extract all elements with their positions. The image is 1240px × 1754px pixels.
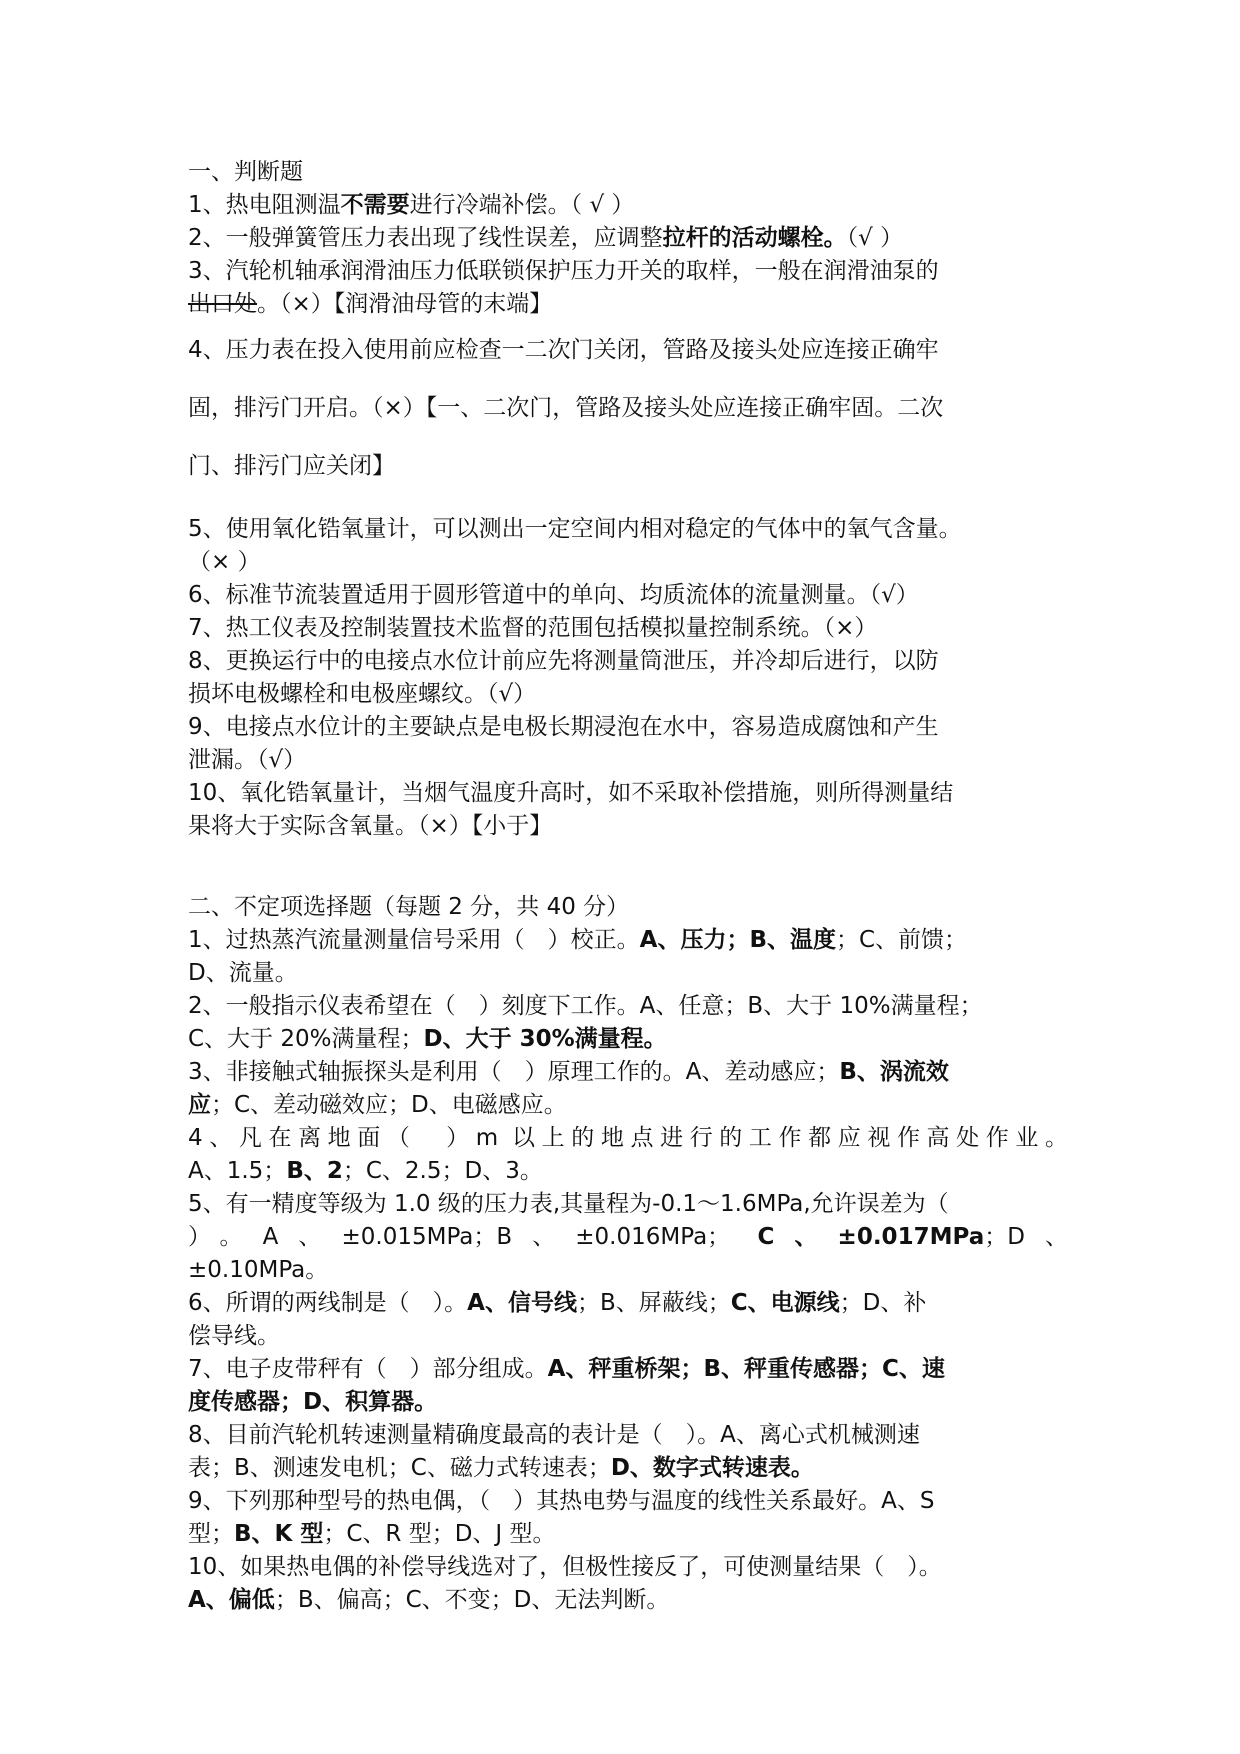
s2-q2-line1: 2、一般指示仪表希望在（ ）刻度下工作。A、任意；B、大于 10%满量程； <box>188 993 983 1019</box>
s2-q7-line1: 7、电子皮带秤有（ ）部分组成。A、秤重桥架；B、秤重传感器；C、速 <box>188 1356 945 1382</box>
s2-q7-line2: 度传感器；D、积算器。 <box>188 1389 438 1415</box>
s1-q10-line2: 果将大于实际含氧量。（×）【小于】 <box>188 813 553 839</box>
s2-q4-line2: A、1.5；B、2；C、2.5；D、3。 <box>188 1158 543 1184</box>
s2-q4-line1: 4、凡在离地面（ ）m 以上的地点进行的工作都应视作高处作业。 <box>188 1125 1068 1151</box>
s1-q1: 1、热电阻测温不需要进行冷端补偿。（ √ ） <box>188 192 635 218</box>
s2-q10-line1: 10、如果热电偶的补偿导线选对了，但极性接反了，可使测量结果（ ）。 <box>188 1554 942 1580</box>
s2-q5-line3: ±0.10MPa。 <box>188 1257 329 1283</box>
s2-q8-line1: 8、目前汽轮机转速测量精确度最高的表计是（ ）。A、离心式机械测速 <box>188 1422 920 1448</box>
s1-q5-line1: 5、使用氧化锆氧量计，可以测出一定空间内相对稳定的气体中的氧气含量。 <box>188 516 962 542</box>
s1-q6: 6、标准节流装置适用于圆形管道中的单向、均质流体的流量测量。（√） <box>188 582 919 608</box>
s1-q5-line2: （× ） <box>188 549 261 575</box>
s1-q4-line1: 4、压力表在投入使用前应检查一二次门关闭，管路及接头处应连接正确牢 <box>188 337 939 363</box>
s1-q2: 2、一般弹簧管压力表出现了线性误差，应调整拉杆的活动螺栓。（√ ） <box>188 225 904 251</box>
s2-q6-line2: 偿导线。 <box>188 1323 280 1349</box>
s1-q10-line1: 10、氧化锆氧量计，当烟气温度升高时，如不采取补偿措施，则所得测量结 <box>188 780 954 806</box>
s2-q1-line2: D、流量。 <box>188 960 298 986</box>
s2-q9-line2: 型；B、K 型；C、R 型；D、J 型。 <box>188 1521 556 1547</box>
s2-q5-line2: ）。A、±0.015MPa；B、±0.016MPa； C、±0.017MPa；D、 <box>188 1224 1068 1250</box>
s2-q1-line1: 1、过热蒸汽流量测量信号采用（ ）校正。A、压力；B、温度；C、前馈； <box>188 927 968 953</box>
s1-q9-line2: 泄漏。（√） <box>188 747 307 773</box>
s2-q9-line1: 9、下列那种型号的热电偶，（ ）其热电势与温度的线性关系最好。A、S <box>188 1488 935 1514</box>
s1-q9-line1: 9、电接点水位计的主要缺点是电极长期浸泡在水中，容易造成腐蚀和产生 <box>188 714 939 740</box>
s1-q3-line1: 3、汽轮机轴承润滑油压力低联锁保护压力开关的取样，一般在润滑油泵的 <box>188 258 939 284</box>
s2-q3-line1: 3、非接触式轴振探头是利用（ ）原理工作的。A、差动感应；B、涡流效 <box>188 1059 949 1085</box>
section1-title: 一、判断题 <box>188 159 303 185</box>
s1-q8-line1: 8、更换运行中的电接点水位计前应先将测量筒泄压，并冷却后进行，以防 <box>188 648 939 674</box>
s2-q6-line1: 6、所谓的两线制是（ ）。A、信号线；B、屏蔽线；C、电源线；D、补 <box>188 1290 927 1316</box>
section2-title: 二、不定项选择题（每题 2 分，共 40 分） <box>188 894 630 920</box>
s2-q5-line1: 5、有一精度等级为 1.0 级的压力表,其量程为-0.1～1.6MPa,允许误差为（ <box>188 1191 949 1217</box>
s2-q2-line2: C、大于 20%满量程；D、大于 30%满量程。 <box>188 1026 667 1052</box>
s2-q8-line2: 表；B、测速发电机；C、磁力式转速表；D、数字式转速表。 <box>188 1455 814 1481</box>
s2-q10-line2: A、偏低；B、偏高；C、不变；D、无法判断。 <box>188 1587 670 1613</box>
s1-q7: 7、热工仪表及控制装置技术监督的范围包括模拟量控制系统。（×） <box>188 615 878 641</box>
s1-q3-line2: 出口处。（×）【润滑油母管的末端】 <box>188 291 553 317</box>
s2-q3-line2: 应；C、差动磁效应；D、电磁感应。 <box>188 1092 567 1118</box>
s1-q8-line2: 损坏电极螺栓和电极座螺纹。（√） <box>188 681 537 707</box>
document-page <box>188 156 1068 1617</box>
s1-q4-line2: 固，排污门开启。（×）【一、二次门，管路及接头处应连接正确牢固。二次 <box>188 395 944 421</box>
s1-q4-line3: 门、排污门应关闭】 <box>188 453 395 479</box>
